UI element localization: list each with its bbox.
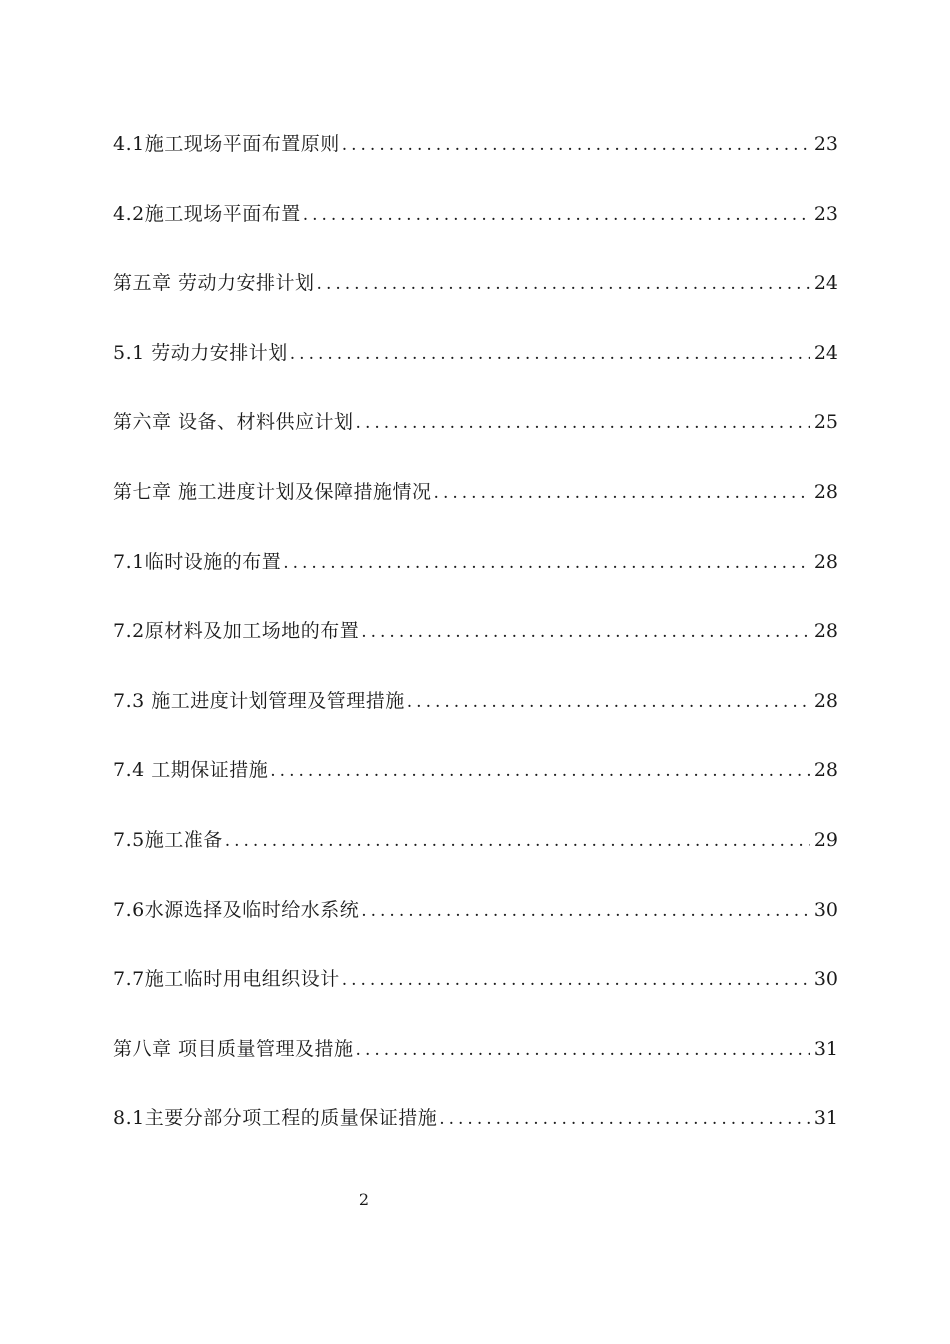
toc-entry[interactable]	[113, 1033, 838, 1103]
toc-entry-page-number: 28	[813, 689, 838, 712]
toc-entry-page-number: 25	[813, 411, 838, 434]
dot-leader	[356, 407, 810, 439]
toc-entry-page-number: 29	[813, 828, 838, 851]
toc-entry-page-number: 30	[813, 898, 838, 921]
toc-entry[interactable]	[113, 824, 838, 894]
toc-entry[interactable]	[113, 267, 838, 337]
toc-entry-page-number: 24	[813, 341, 838, 364]
toc-entry-title: 7.5施工准备	[113, 828, 223, 851]
toc-entry-title: 7.1临时设施的布置	[113, 550, 282, 573]
toc-entry-title: 第六章 设备、材料供应计划	[113, 411, 354, 434]
toc-entry-title: 8.1主要分部分项工程的质量保证措施	[113, 1107, 438, 1130]
toc-entry-page-number: 28	[813, 550, 838, 573]
toc-entry[interactable]	[113, 546, 838, 616]
toc-entry-page-number: 28	[813, 480, 838, 503]
toc-entry-title: 7.2原材料及加工场地的布置	[113, 620, 360, 643]
page-number: 2	[358, 1190, 370, 1209]
dot-leader	[356, 1034, 810, 1066]
dot-leader	[361, 616, 810, 648]
toc-entry-page-number: 31	[813, 1037, 838, 1060]
toc-entry-title: 第七章 施工进度计划及保障措施情况	[113, 480, 432, 503]
toc-entry-title: 5.1 劳动力安排计划	[113, 341, 288, 364]
toc-entry[interactable]	[113, 615, 838, 685]
dot-leader	[439, 1103, 810, 1135]
toc-entry[interactable]	[113, 1102, 838, 1172]
toc-entry[interactable]	[113, 685, 838, 755]
table-of-contents	[113, 128, 838, 1172]
toc-entry-page-number: 23	[813, 133, 838, 155]
toc-entry-page-number: 24	[813, 272, 838, 295]
toc-entry[interactable]	[113, 894, 838, 964]
toc-entry-page-number: 31	[813, 1107, 838, 1130]
dot-leader	[317, 268, 810, 300]
toc-entry-title: 7.6水源选择及临时给水系统	[113, 898, 360, 921]
toc-entry[interactable]	[113, 337, 838, 407]
toc-entry-page-number: 28	[813, 759, 838, 782]
dot-leader	[342, 129, 810, 161]
dot-leader	[283, 547, 810, 579]
toc-entry[interactable]	[113, 754, 838, 824]
toc-entry-title: 7.4 工期保证措施	[113, 759, 269, 782]
toc-entry-title: 第五章 劳动力安排计划	[113, 272, 315, 295]
toc-entry-title: 4.2施工现场平面布置	[113, 202, 301, 225]
dot-leader	[342, 964, 810, 996]
toc-entry[interactable]	[113, 963, 838, 1033]
dot-leader	[361, 895, 810, 927]
toc-entry[interactable]	[113, 128, 838, 198]
dot-leader	[303, 199, 810, 231]
toc-entry[interactable]	[113, 476, 838, 546]
toc-entry-title: 4.1施工现场平面布置原则	[113, 133, 340, 155]
dot-leader	[434, 477, 810, 509]
toc-entry-title: 第八章 项目质量管理及措施	[113, 1037, 354, 1060]
dot-leader	[407, 686, 810, 718]
dot-leader	[225, 825, 810, 857]
toc-entry-page-number: 30	[813, 968, 838, 991]
toc-entry-title: 7.7施工临时用电组织设计	[113, 968, 340, 991]
toc-entry[interactable]	[113, 406, 838, 476]
dot-leader	[270, 755, 810, 787]
toc-entry-title: 7.3 施工进度计划管理及管理措施	[113, 689, 405, 712]
toc-entry-page-number: 23	[813, 202, 838, 225]
dot-leader	[290, 338, 810, 370]
toc-entry-page-number: 28	[813, 620, 838, 643]
toc-entry[interactable]	[113, 198, 838, 268]
